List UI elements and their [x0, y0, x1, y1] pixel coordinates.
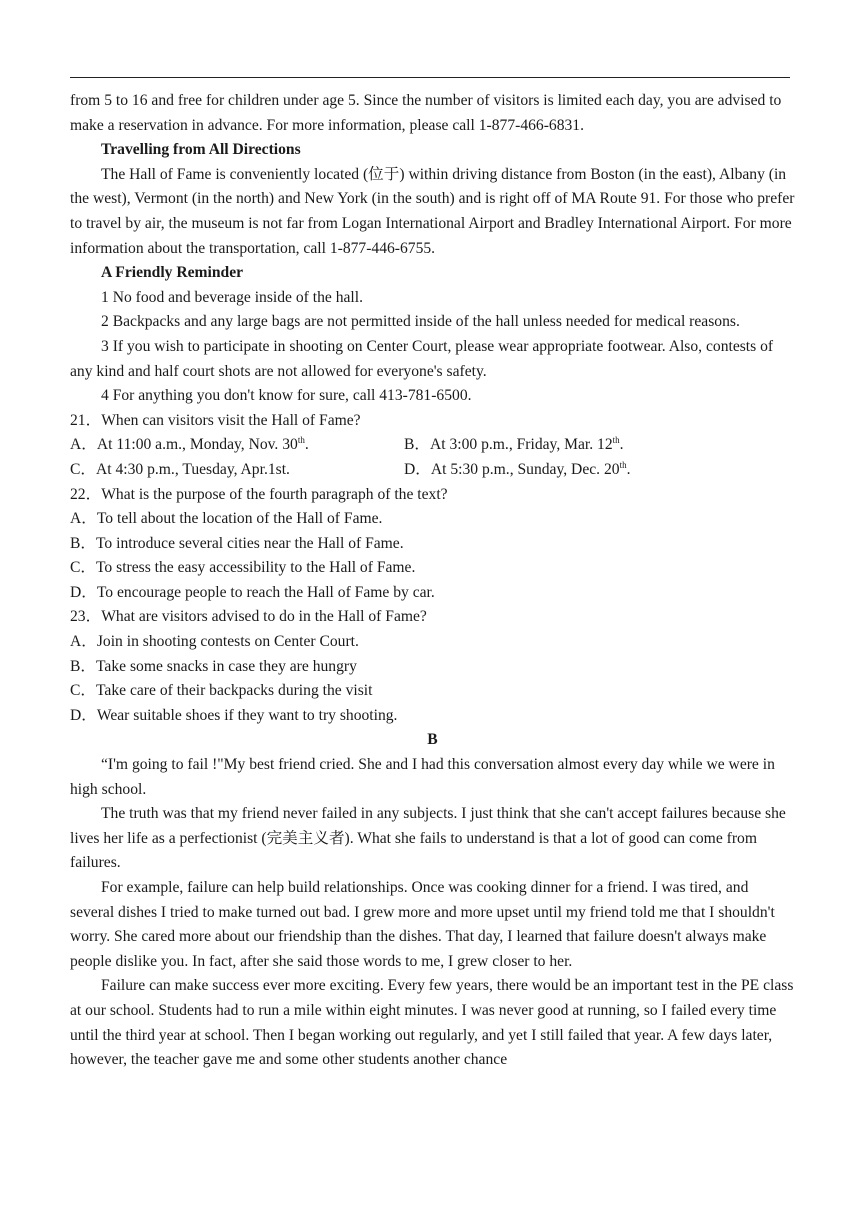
- paragraph: The truth was that my friend never failed in any subjects. I just think that she can't accept failures because she lives her life as a perfectionist (完美主义者). What she fails to understand is that a lot of good can come from failures.: [70, 805, 786, 872]
- option-b: B．To introduce several cities near the Hall of Fame.: [70, 534, 404, 552]
- reminder-item: 1 No food and beverage inside of the hall.: [101, 288, 363, 306]
- option-d: D．At 5:30 p.m., Sunday, Dec. 20th.: [404, 459, 631, 478]
- paragraph: The Hall of Fame is conveniently located (位于) within driving distance from Boston (in the east), Albany (in the west), Vermont (in the north) and New York (in the south) and is right off of MA Route 91. For those who prefer to travel by air, the museum is not far from Logan International Airport and Bradley International Airport. For more information about the transportation, call 1-877-446-6755.: [70, 165, 795, 257]
- option-a: A．At 11:00 a.m., Monday, Nov. 30th.: [70, 435, 309, 454]
- option-a: A．Join in shooting contests on Center Court.: [70, 633, 359, 651]
- option-c: C．Take care of their backpacks during the visit: [70, 682, 373, 700]
- option-row: [70, 458, 795, 483]
- question-stem: 23．What are visitors advised to do in the Hall of Fame?: [70, 608, 427, 626]
- document-body: [70, 89, 795, 1073]
- passage-label: B: [427, 731, 438, 749]
- option-c: C．At 4:30 p.m., Tuesday, Apr.1st.: [70, 460, 290, 478]
- header-rule: [70, 77, 790, 78]
- paragraph: For example, failure can help build relationships. Once was cooking dinner for a friend. I was tired, and several dishes I tried to make turned out bad. I grew more and more upset until my friend told me that I shouldn't worry. She cared more about our friendship than the dishes. That day, I learned that failure doesn't always make people dislike you. In fact, after she said those words to me, I grew closer to her.: [70, 879, 775, 970]
- option-b: B．At 3:00 p.m., Friday, Mar. 12th.: [404, 435, 624, 454]
- section-heading: Travelling from All Directions: [101, 141, 301, 159]
- option-row: [70, 433, 795, 458]
- option-d: D．Wear suitable shoes if they want to try shooting.: [70, 706, 398, 724]
- reminder-item: 2 Backpacks and any large bags are not permitted inside of the hall unless needed for medical reasons.: [101, 313, 740, 331]
- option-d: D．To encourage people to reach the Hall of Fame by car.: [70, 583, 435, 601]
- paragraph: Failure can make success ever more exciting. Every few years, there would be an important test in the PE class at our school. Students had to run a mile within eight minutes. I was never good at running, so I failed every time until the third year at school. Then I began working out regularly, and yet I still failed that year. A few days later, however, the teacher gave me and some other students another chance: [70, 977, 794, 1069]
- question-stem: 21．When can visitors visit the Hall of Fame?: [70, 411, 361, 429]
- section-heading: A Friendly Reminder: [101, 264, 244, 282]
- option-c: C．To stress the easy accessibility to the Hall of Fame.: [70, 559, 416, 577]
- reminder-item: 4 For anything you don't know for sure, call 413-781-6500.: [101, 387, 472, 405]
- reminder-item: 3 If you wish to participate in shooting on Center Court, please wear appropriate footwear. Also, contests of any kind and half court shots are not allowed for everyone's safety.: [70, 337, 774, 380]
- question-stem: 22．What is the purpose of the fourth paragraph of the text?: [70, 485, 448, 503]
- option-b: B．Take some snacks in case they are hungry: [70, 657, 357, 675]
- option-a: A．To tell about the location of the Hall of Fame.: [70, 510, 383, 528]
- paragraph: “I'm going to fail !"My best friend cried. She and I had this conversation almost every day while we were in high school.: [70, 756, 775, 798]
- paragraph: from 5 to 16 and free for children under age 5. Since the number of visitors is limited each day, you are advised to make a reservation in advance. For more information, please call 1-877-466-6831.: [70, 92, 782, 134]
